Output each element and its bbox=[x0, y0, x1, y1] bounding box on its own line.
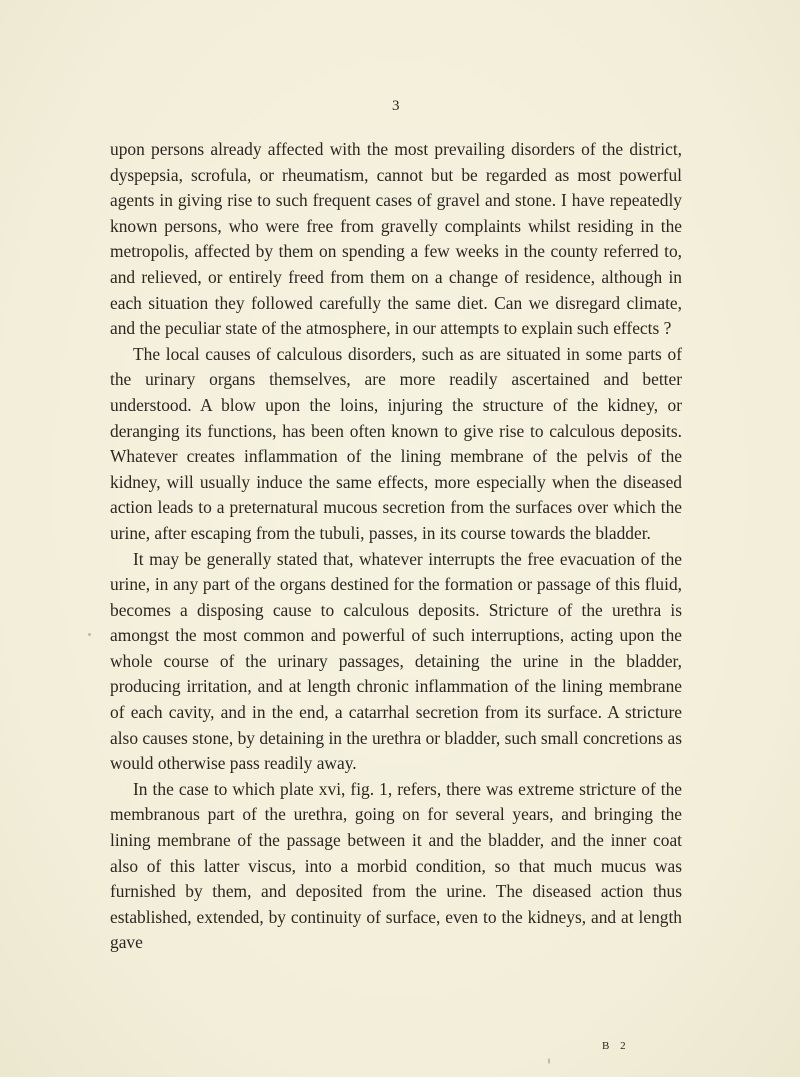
paper-speck bbox=[88, 633, 91, 636]
body-text bbox=[110, 137, 682, 956]
paragraph-1: upon persons already affected with the most prevailing disorders of the district, dyspepsia, scrofula, or rheumatism, cannot but be regarded as most powerful agents in giving rise to such frequent cases of gravel and stone. I have repeatedly known persons, who were free from gravelly complaints whilst residing in the metropolis, affected by them on spending a few weeks in the county referred to, and relieved, or entirely freed from them on a change of residence, although in each situation they followed carefully the same diet. Can we disregard climate, and the peculiar state of the atmosphere, in our attempts to explain such effects ? bbox=[110, 139, 682, 339]
paragraph-4: In the case to which plate xvi, fig. 1, refers, there was extreme stricture of the membranous part of the urethra, going on for several years, and bringing the lining membrane of the passage between it and the bladder, and the inner coat also of this latter viscus, into a morbid condition, so that much mucus was furnished by them, and deposited from the urine. The diseased action thus established, extended, by continuity of surface, even to the kidneys, and at length gave bbox=[110, 778, 682, 953]
page-number: 3 bbox=[392, 98, 400, 114]
paper-speck bbox=[548, 1058, 550, 1064]
paragraph-2: The local causes of calculous disorders, such as are situated in some parts of the urinary organs themselves, are more readily ascertained and better understood. A blow upon the loins, injuring the structure of the kidney, or deranging its functions, has been often known to give rise to calculous deposits. Whatever creates inflammation of the lining membrane of the pelvis of the kidney, will usually induce the same effects, more especially when the diseased action leads to a preternatural mucous secretion from the surfaces over which the urine, after escaping from the tubuli, passes, in its course towards the bladder. bbox=[110, 343, 682, 543]
paragraph-3: It may be generally stated that, whatever interrupts the free evacuation of the urine, in any part of the organs destined for the formation or passage of this fluid, becomes a disposing cause to calculous deposits. Stricture of the urethra is amongst the most common and powerful of such interruptions, acting upon the whole course of the urinary passages, detaining the urine in the bladder, producing irritation, and at length chronic inflammation of the lining membrane of each cavity, and in the end, a catarrhal secretion from its surface. A stricture also causes stone, by detaining in the urethra or bladder, such small concretions as would otherwise pass readily away. bbox=[110, 548, 682, 774]
signature-mark: B 2 bbox=[602, 1040, 630, 1052]
